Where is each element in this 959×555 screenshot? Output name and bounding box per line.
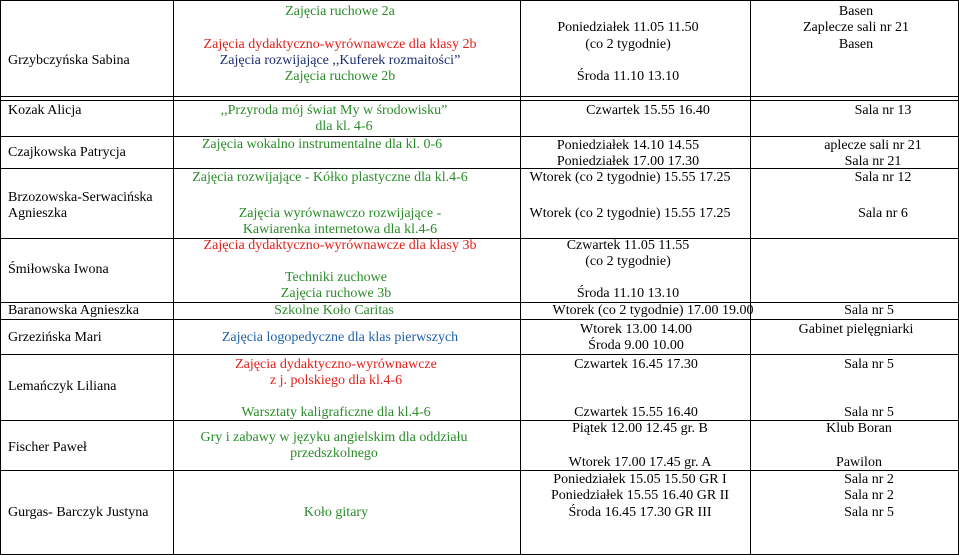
table-border-top	[0, 0, 959, 1]
activity-name: z j. polskiego dla kl.4-6	[269, 373, 403, 388]
teacher-name: Kozak Alicja	[8, 103, 82, 118]
room: Sala nr 2	[844, 472, 894, 487]
activity-name: Zajęcia ruchowe 2b	[284, 69, 396, 84]
activity-name: Gry i zabawy w języku angielskim dla oddziału	[200, 430, 468, 445]
activity-name: Techniki zuchowe	[284, 270, 388, 285]
activity-time: Poniedziałek 11.05 11.50	[557, 20, 699, 35]
activity-time: Wtorek 17.00 17.45 gr. A	[568, 455, 712, 470]
activity-time: Wtorek (co 2 tygodnie) 17.00 19.00	[552, 303, 754, 318]
activity-time: Wtorek (co 2 tygodnie) 15.55 17.25	[529, 206, 731, 221]
activity-name: Zajęcia dydaktyczno-wyrównawcze	[235, 357, 437, 372]
room: Sala nr 21	[844, 154, 902, 169]
teacher-name: Fischer Paweł	[8, 440, 87, 455]
activity-name: Zajęcia wyrównawczo rozwijające -	[238, 206, 442, 221]
activity-name: Zajęcia ruchowe 3b	[280, 286, 392, 301]
activity-name: przedszkolnego	[290, 446, 378, 461]
activity-time-note: (co 2 tygodnie)	[585, 37, 671, 52]
activity-name: Zajęcia dydaktyczno-wyrównawcze dla klasy 2b	[203, 37, 477, 52]
activity-time: Wtorek 13.00 14.00	[580, 322, 692, 337]
teacher-name: Baranowska Agnieszka	[8, 303, 140, 318]
teacher-name: Agnieszka	[8, 206, 68, 221]
activity-name: Warsztaty kaligraficzne dla kl.4-6	[241, 405, 431, 420]
activity-name: Kawiarenka internetowa dla kl.4-6	[242, 222, 438, 237]
activity-time: Poniedziałek 15.05 15.50 GR I	[553, 472, 727, 487]
room: Sala nr 5	[844, 357, 894, 372]
room: Sala nr 5	[844, 405, 894, 420]
row-divider	[0, 302, 959, 303]
activity-time: Poniedziałek 15.55 16.40 GR II	[550, 488, 730, 503]
activity-name: Zajęcia dydaktyczno-wyrównawcze dla klasy 3b	[203, 238, 477, 253]
teacher-name: Grzezińska Mari	[8, 330, 102, 345]
activity-time: Wtorek (co 2 tygodnie) 15.55 17.25	[529, 170, 731, 185]
activity-name: Szkolne Koło Caritas	[274, 303, 394, 318]
activity-time: Piątek 12.00 12.45 gr. B	[572, 421, 708, 436]
activity-time: Poniedziałek 14.10 14.55	[556, 138, 700, 153]
room: Pawilon	[836, 455, 882, 470]
room: Sala nr 5	[844, 505, 894, 520]
activity-time: Czwartek 15.55 16.40	[586, 103, 710, 118]
room: aplecze sali nr 21	[824, 138, 922, 153]
room: Klub Boran	[826, 421, 892, 436]
room: Basen	[838, 4, 874, 19]
row-divider	[0, 168, 959, 169]
activity-time: Środa 9.00 10.00	[588, 338, 684, 353]
teacher-name: Grzybczyńska Sabina	[8, 53, 130, 68]
activity-name: Zajęcia logopedyczne dla klas pierwszych	[221, 330, 459, 345]
activity-time-note: (co 2 tygodnie)	[585, 254, 671, 269]
row-divider	[0, 96, 959, 97]
row-divider	[0, 319, 959, 320]
room: Sala nr 2	[844, 488, 894, 503]
column-divider	[173, 0, 174, 555]
room: Basen	[838, 37, 874, 52]
room: Sala nr 6	[858, 206, 908, 221]
activity-name: ,,Przyroda mój świat My w środowisku”	[220, 103, 448, 118]
teacher-name: Czajkowska Patrycja	[8, 145, 126, 160]
table-border-left	[0, 0, 1, 555]
activity-name: Zajęcia ruchowe 2a	[285, 4, 395, 19]
row-divider	[0, 420, 959, 421]
teacher-name: Gurgas- Barczyk Justyna	[8, 505, 149, 520]
row-divider	[0, 136, 959, 137]
activity-time: Poniedziałek 17.00 17.30	[556, 154, 700, 169]
activity-name: Zajęcia wokalno instrumentalne dla kl. 0-6	[201, 137, 443, 152]
row-divider	[0, 100, 959, 101]
row-divider	[0, 238, 959, 239]
activity-time: Czwartek 16.45 17.30	[574, 357, 698, 372]
activity-time: Środa 11.10 13.10	[576, 69, 680, 84]
column-divider	[520, 0, 521, 555]
activity-time: Czwartek 11.05 11.55	[566, 238, 690, 253]
column-divider	[750, 0, 751, 555]
teacher-name: Śmiłowska Iwona	[8, 262, 109, 277]
activity-name: Koło gitary	[303, 505, 369, 520]
room: Zaplecze sali nr 21	[802, 20, 910, 35]
activity-name: Zajęcia rozwijające ,,Kuferek rozmaitości”	[219, 53, 461, 68]
activity-time: Środa 16.45 17.30 GR III	[568, 505, 712, 520]
activity-time: Środa 11.10 13.10	[576, 286, 680, 301]
room: Sala nr 13	[854, 103, 912, 118]
activity-name: dla kl. 4-6	[315, 119, 373, 134]
teacher-name: Brzozowska-Serwacińska	[8, 190, 153, 205]
teacher-name: Lemańczyk Liliana	[8, 379, 117, 394]
room: Sala nr 12	[854, 170, 912, 185]
room: Gabinet pielęgniarki	[798, 322, 914, 337]
row-divider	[0, 470, 959, 471]
row-divider	[0, 354, 959, 355]
room: Sala nr 5	[844, 303, 894, 318]
activity-name: Zajęcia rozwijające - Kółko plastyczne dla kl.4-6	[192, 170, 468, 185]
activity-time: Czwartek 15.55 16.40	[574, 405, 698, 420]
